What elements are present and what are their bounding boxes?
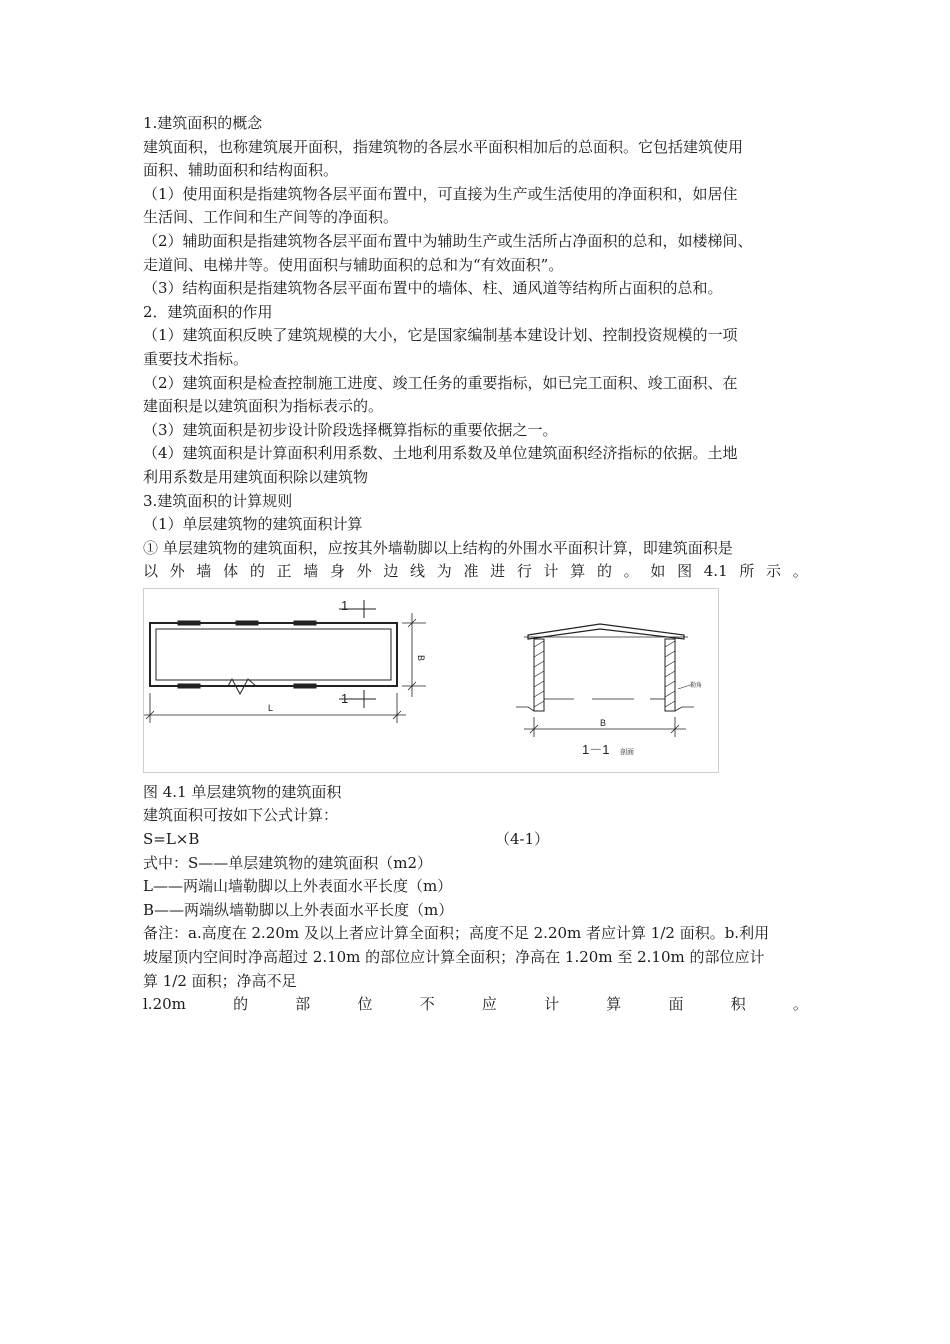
window — [178, 621, 200, 625]
formula-expression: S=L×B — [143, 830, 200, 849]
note-line: 坡屋顶内空间时净高超过 2.10m 的部位应计算全面积；净高在 1.20m 至 2.10m 的部位应计 — [143, 948, 765, 967]
section-3-heading: 3.建筑面积的计算规则 — [143, 491, 293, 510]
paragraph-line: （3）建筑面积是初步设计阶段选择概算指标的重要依据之一。 — [143, 420, 558, 439]
note-line: 算 1/2 面积；净高不足 — [143, 971, 297, 990]
plan-length-label: L — [268, 702, 274, 713]
justified-line: 以 外 墙 体 的 正 墙 身 外 边 线 为 准 进 行 计 算 的 。 如 图 4.1 所 示 。 — [143, 562, 808, 581]
section-title: 1－1 — [582, 741, 610, 757]
paragraph-line: 利用系数是用建筑面积除以建筑物 — [143, 467, 369, 486]
figure-4-1 — [143, 588, 719, 773]
section-1-heading: 1.建筑面积的概念 — [143, 114, 263, 132]
paragraph-line: 建筑面积，也称建筑展开面积，指建筑物的各层水平面积相加后的总面积。它包括建筑使用 — [143, 137, 744, 156]
figure-caption: 图 4.1 单层建筑物的建筑面积 — [143, 782, 342, 801]
definition-b: B——两端纵墙勒脚以上外表面水平长度（m） — [143, 900, 454, 919]
paragraph-line: （1）建筑面积反映了建筑规模的大小，它是国家编制基本建设计划、控制投资规模的一项 — [143, 326, 738, 345]
note-line: 备注：a.高度在 2.20m 及以上者应计算全面积；高度不足 2.20m 者应计算 1/2 面积。b.利用 — [143, 924, 770, 943]
paragraph-line: （2）辅助面积是指建筑物各层平面布置中为辅助生产或生活所占净面积的总和，如楼梯间、 — [143, 231, 753, 250]
plinth-label: 勒角 — [690, 682, 703, 689]
section-mark-bottom: 1 — [341, 690, 349, 706]
window — [236, 621, 258, 625]
paragraph-line: 生活间、工作间和生产间等的净面积。 — [143, 208, 399, 227]
paragraph-line: 建筑面积可按如下公式计算： — [143, 806, 339, 825]
section-width-label: B — [600, 717, 607, 728]
plan-width-label: B — [416, 654, 426, 661]
section-title-suffix: 剖面 — [620, 748, 634, 756]
window — [294, 684, 316, 688]
definition-s: 式中：S——单层建筑物的建筑面积（m2） — [143, 853, 433, 872]
window — [294, 621, 316, 625]
paragraph-line: （3）结构面积是指建筑物各层平面布置中的墙体、柱、通风道等结构所占面积的总和。 — [143, 279, 723, 298]
floor-plan — [144, 597, 426, 723]
equation-number: （4-1） — [495, 830, 550, 849]
formula-line — [143, 828, 808, 852]
paragraph-line: （2）建筑面积是检查控制施工进度、竣工任务的重要指标，如已完工面积、竣工面积、在 — [143, 373, 738, 392]
section-mark-top: 1 — [341, 597, 349, 613]
subheading: （1）单层建筑物的建筑面积计算 — [143, 515, 363, 534]
paragraph-line: （1）使用面积是指建筑物各层平面布置中，可直接为生产或生活使用的净面积和，如居住 — [143, 184, 738, 203]
paragraph-line: （4）建筑面积是计算面积利用系数、土地利用系数及单位建筑面积经济指标的依据。土地 — [143, 444, 738, 463]
paragraph-line: 重要技术指标。 — [143, 349, 249, 368]
window — [178, 684, 200, 688]
paragraph-line: 建面积是以建筑面积为指标表示的。 — [143, 397, 384, 416]
section-2-heading: 2．建筑面积的作用 — [143, 302, 273, 321]
document-page — [143, 112, 808, 1017]
justified-line: l.20m 的 部 位 不 应 计 算 面 积 。 — [143, 995, 808, 1014]
paragraph-line: ① 单层建筑物的建筑面积，应按其外墙勒脚以上结构的外围水平面积计算，即建筑面积是 — [143, 538, 733, 557]
definition-l: L——两端山墙勒脚以上外表面水平长度（m） — [143, 877, 453, 896]
paragraph-line: 走道间、电梯井等。使用面积与辅助面积的总和为“有效面积”。 — [143, 255, 564, 274]
paragraph-line: 面积、辅助面积和结构面积。 — [143, 161, 339, 180]
building-drawing — [144, 589, 718, 772]
